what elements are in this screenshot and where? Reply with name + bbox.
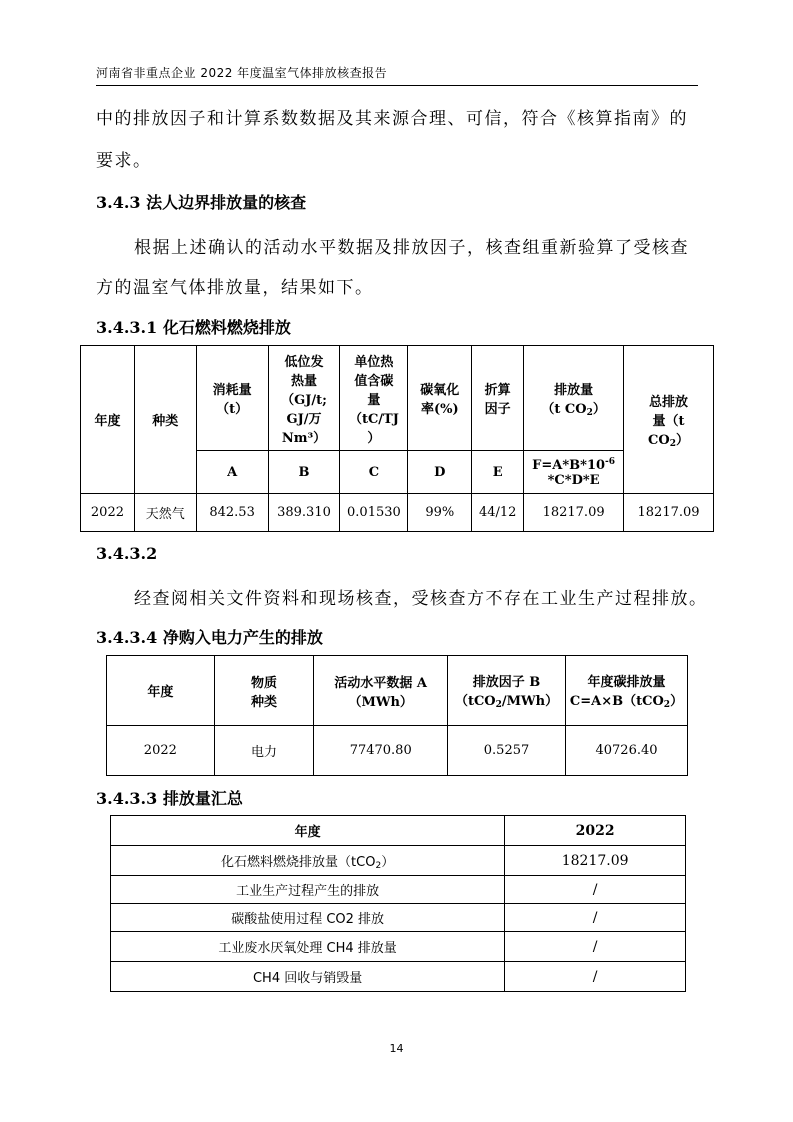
row-label: 工业废水厌氧处理 CH4 排放量 <box>111 932 505 962</box>
cell-type: 天然气 <box>134 494 196 532</box>
table-row <box>111 904 686 932</box>
row-label: CH4 回收与销毁量 <box>111 962 505 992</box>
header-factor: 排放因子 B （tCO$_2$/MWh） <box>448 656 566 726</box>
cell-ncv: 389.310 <box>268 494 340 532</box>
header-carbon-content: 单位热 值含碳 量 （tC/TJ ） <box>340 346 408 451</box>
letter-e: E <box>472 451 524 494</box>
row-value: / <box>505 932 686 962</box>
electricity-table <box>106 655 688 776</box>
row-value: / <box>505 876 686 904</box>
cell-consumption: 842.53 <box>196 494 268 532</box>
cell-year: 2022 <box>107 726 215 776</box>
header-oxidation: 碳氧化 率(%) <box>408 346 472 451</box>
section-heading: 3.4.3.1 化石燃料燃烧排放 <box>96 318 291 337</box>
table-row <box>81 494 714 532</box>
header-year: 年度 <box>107 656 215 726</box>
page-number: 14 <box>389 1042 404 1055</box>
cell-material: 电力 <box>214 726 314 776</box>
table-row <box>107 726 688 776</box>
row-label: 化石燃料燃烧排放量（tCO$_2$） <box>111 846 505 876</box>
cell-year: 2022 <box>81 494 135 532</box>
letter-b: B <box>268 451 340 494</box>
header-material: 物质 种类 <box>214 656 314 726</box>
table-row <box>111 962 686 992</box>
table-row <box>111 846 686 876</box>
section-heading: 3.4.3.3 排放量汇总 <box>96 789 243 808</box>
header-annual-emission: 年度碳排放量 C=A×B（tCO$_2$） <box>566 656 688 726</box>
paragraph-line: 中的排放因子和计算系数数据及其来源合理、可信，符合《核算指南》的 <box>96 109 688 129</box>
summary-table <box>110 815 686 992</box>
section-heading: 3.4.3.2 <box>96 544 158 563</box>
formula-f: $F=A*B*10^{-6}$ *C*D*E <box>524 451 624 494</box>
header-ncv: 低位发 热量 （GJ/t; GJ/万 Nm³） <box>268 346 340 451</box>
table-row <box>111 932 686 962</box>
header-2022: 2022 <box>505 816 686 846</box>
header-conversion: 折算 因子 <box>472 346 524 451</box>
header-type: 种类 <box>134 346 196 494</box>
header-consumption: 消耗量 （t） <box>196 346 268 451</box>
header-rule <box>96 85 698 86</box>
header-year: 年度 <box>81 346 135 494</box>
header-emission-label: 排放量 <box>554 382 594 398</box>
paragraph-line: 要求。 <box>96 151 152 171</box>
letter-a: A <box>196 451 268 494</box>
paragraph-line: 经查阅相关文件资料和现场核查，受核查方不存在工业生产过程排放。 <box>134 589 708 609</box>
cell-conversion: 44/12 <box>472 494 524 532</box>
header-activity: 活动水平数据 A （MWh） <box>314 656 448 726</box>
row-value: 18217.09 <box>505 846 686 876</box>
cell-oxidation: 99% <box>408 494 472 532</box>
cell-factor: 0.5257 <box>448 726 566 776</box>
cell-activity: 77470.80 <box>314 726 448 776</box>
row-label: 碳酸盐使用过程 CO2 排放 <box>111 904 505 932</box>
cell-carbon: 0.01530 <box>340 494 408 532</box>
cell-emission: 18217.09 <box>524 494 624 532</box>
cell-annual: 40726.40 <box>566 726 688 776</box>
row-label: 工业生产过程产生的排放 <box>111 876 505 904</box>
table-row <box>111 876 686 904</box>
row-value: / <box>505 904 686 932</box>
paragraph-line: 方的温室气体排放量，结果如下。 <box>96 278 374 298</box>
fossil-fuel-table <box>80 345 714 532</box>
header-total-emission: 总排放 量（t $CO_2$） <box>624 346 714 494</box>
header-emission-unit: （t $CO_2$） <box>541 401 606 418</box>
cell-total: 18217.09 <box>624 494 714 532</box>
section-heading: 3.4.3 法人边界排放量的核查 <box>96 193 307 212</box>
row-value: / <box>505 962 686 992</box>
paragraph-line: 根据上述确认的活动水平数据及排放因子，核查组重新验算了受核查 <box>134 238 689 258</box>
section-heading: 3.4.3.4 净购入电力产生的排放 <box>96 628 323 647</box>
running-header: 河南省非重点企业 2022 年度温室气体排放核查报告 <box>96 66 388 80</box>
letter-c: C <box>340 451 408 494</box>
letter-d: D <box>408 451 472 494</box>
header-emission <box>524 346 624 451</box>
header-year: 年度 <box>111 816 505 846</box>
